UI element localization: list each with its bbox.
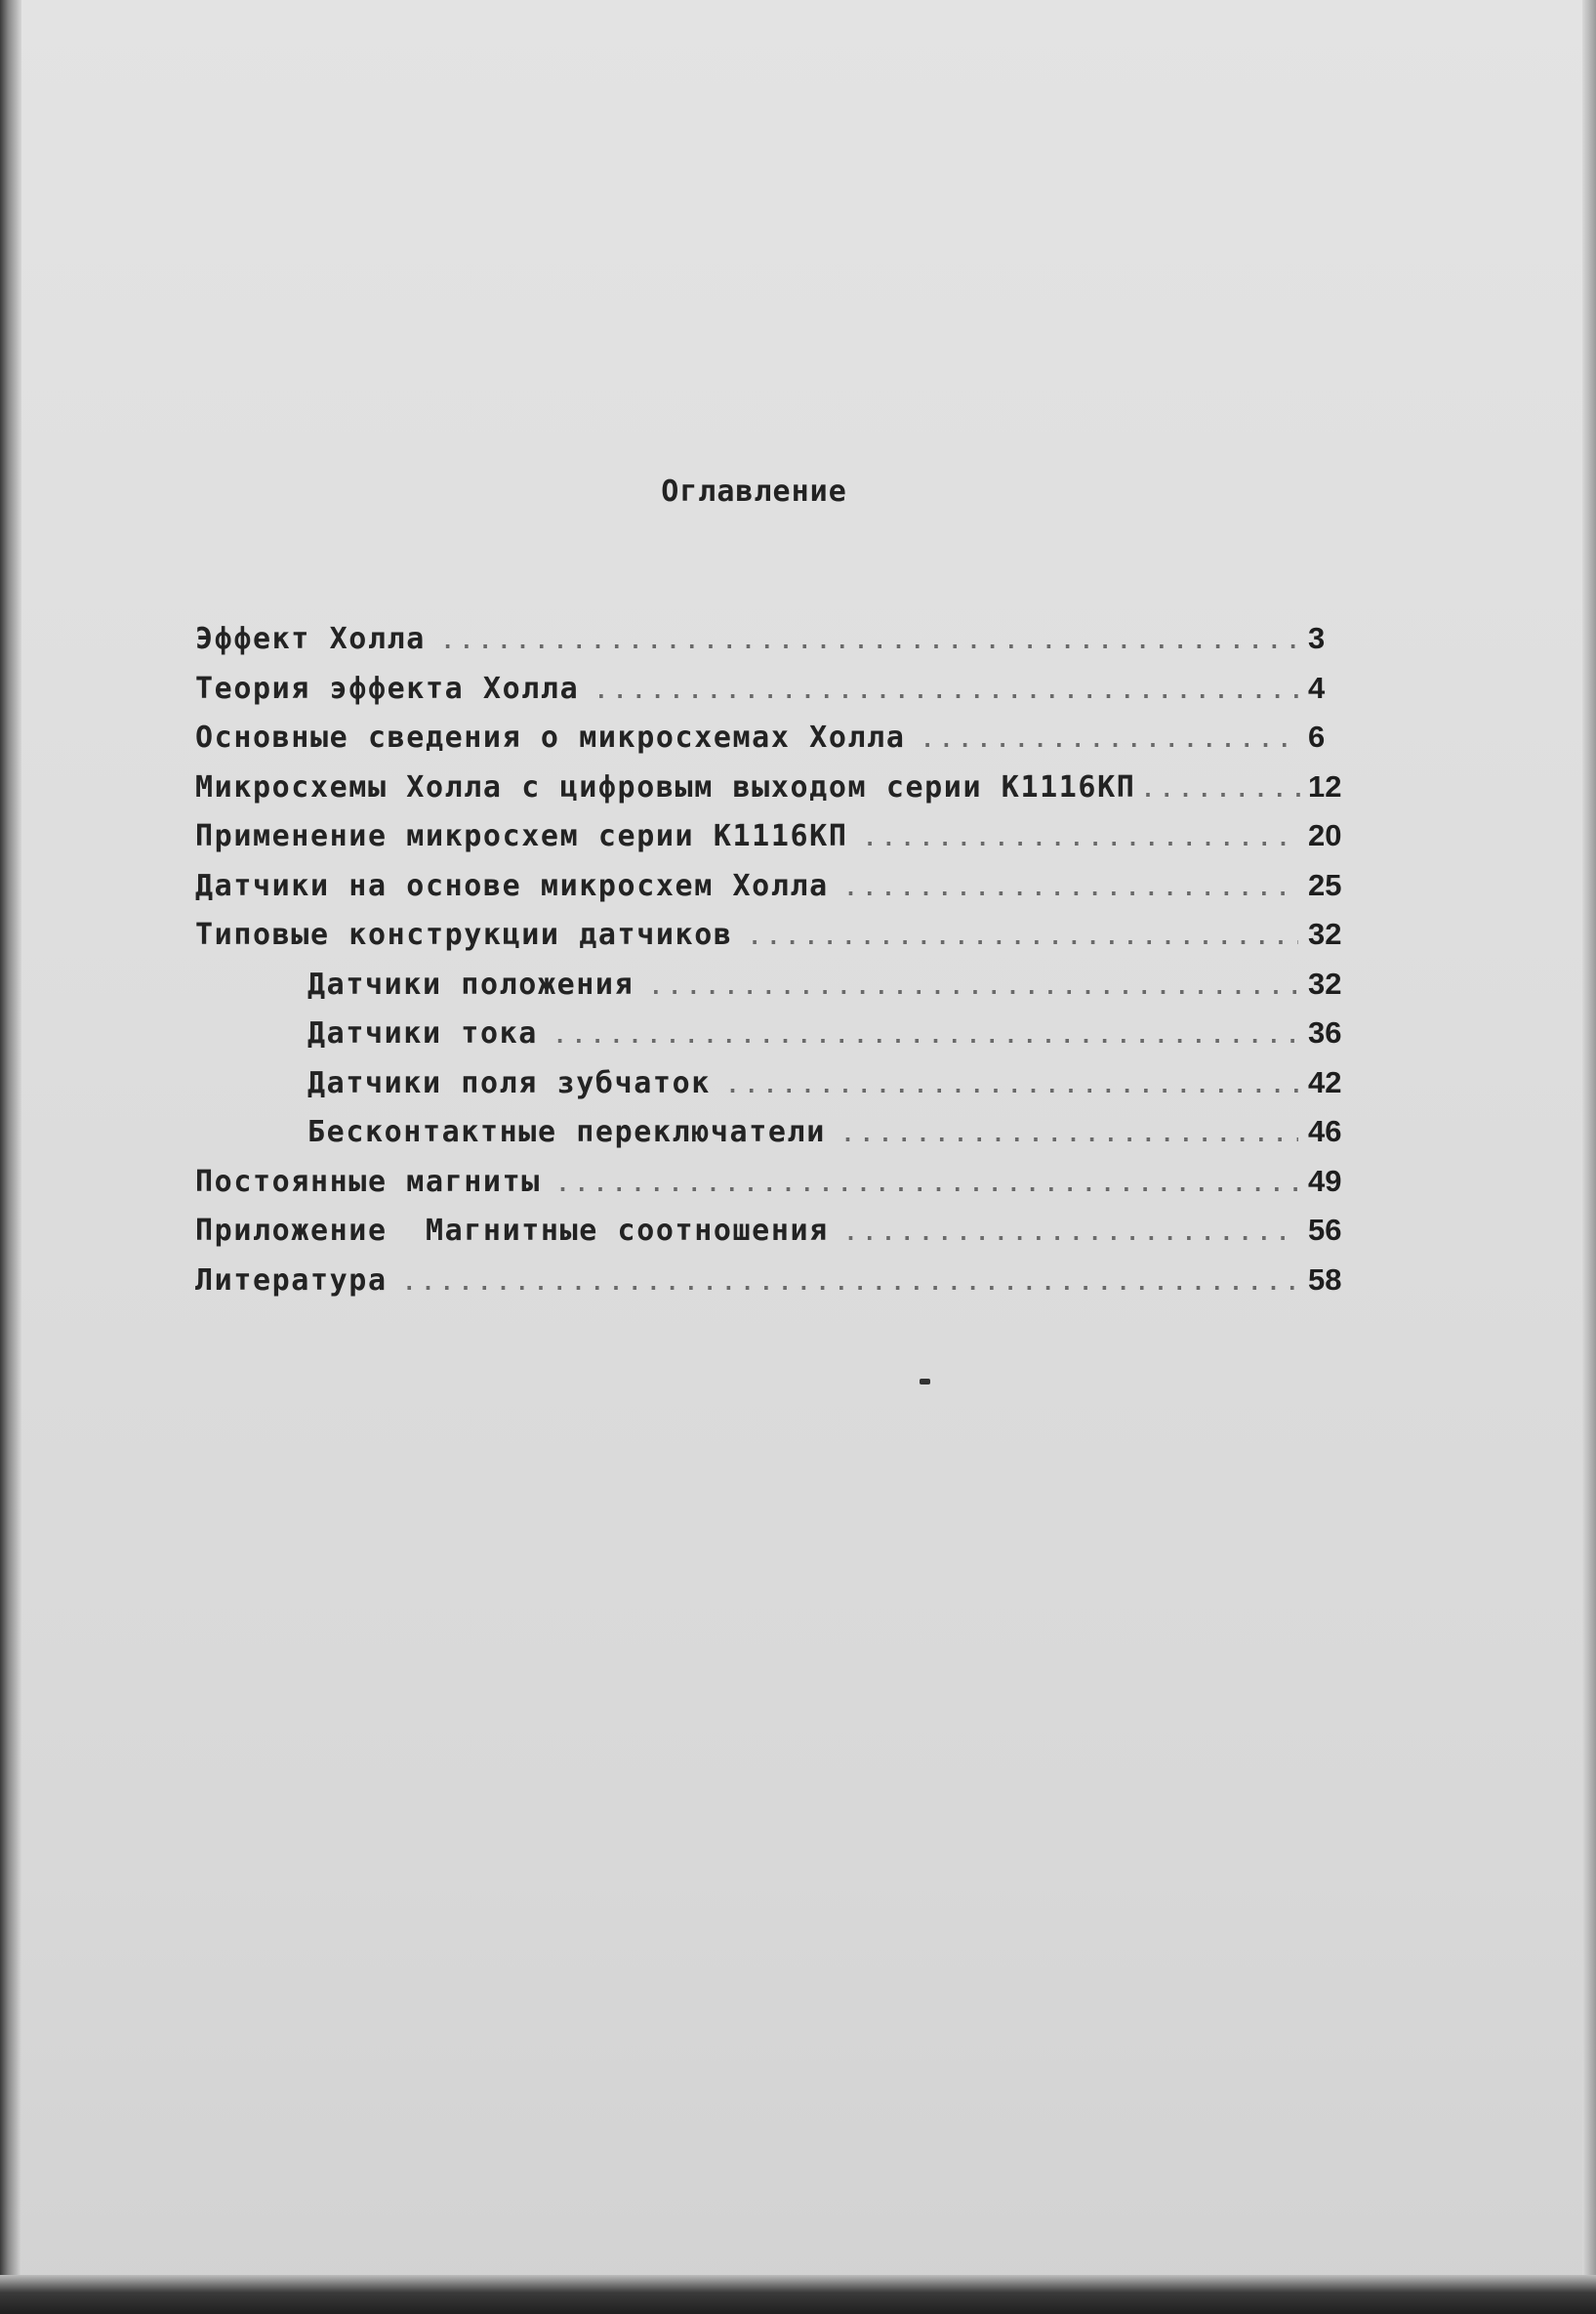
toc-leader-dots <box>864 827 1299 851</box>
toc-entry-label: Типовые конструкции датчиков <box>195 918 733 952</box>
toc-entry <box>195 621 1376 671</box>
toc-entry-page: 36 <box>1308 1015 1342 1050</box>
toc-entry-label: Литература <box>195 1262 388 1298</box>
toc-entry-page: 56 <box>1308 1213 1342 1247</box>
toc-leader-dots <box>844 877 1298 901</box>
toc-entry <box>195 1164 1376 1214</box>
toc-entry-page: 25 <box>1308 867 1342 902</box>
toc-subentry <box>195 1114 1376 1164</box>
scan-bottom-edge <box>0 2275 1596 2314</box>
toc-entry-label: Бесконтактные переключатели <box>307 1115 826 1149</box>
toc-entry-label: Приложение Магнитные соотношения <box>195 1214 829 1248</box>
toc-entry <box>195 818 1376 868</box>
toc-subentry <box>195 1065 1376 1115</box>
toc-leader-dots <box>403 1271 1298 1296</box>
toc-entry-label: Микросхемы Холла с цифровым выходом серии К1116КП <box>195 769 1136 805</box>
toc-entry-label: Датчики тока <box>307 1016 538 1051</box>
toc-leader-dots <box>649 975 1298 1000</box>
toc-entry-page: 49 <box>1308 1163 1342 1198</box>
toc-entry <box>195 671 1376 721</box>
toc-entry <box>195 1213 1376 1262</box>
toc-entry-label: Постоянные магниты <box>195 1164 541 1199</box>
toc-entry-page: 3 <box>1308 621 1326 655</box>
toc-leader-dots <box>553 1024 1298 1049</box>
toc-leader-dots <box>441 630 1298 654</box>
scan-right-edge <box>1582 0 1596 2314</box>
toc-leader-dots <box>726 1074 1298 1098</box>
toc-entry-page: 42 <box>1308 1064 1342 1099</box>
toc-entry-page: 46 <box>1308 1114 1342 1148</box>
toc-entry-page: 32 <box>1308 917 1342 951</box>
ink-speck <box>920 1379 930 1384</box>
toc-entry <box>195 917 1376 967</box>
toc-entry-label: Теория эффекта Холла <box>195 671 580 706</box>
toc-entry <box>195 720 1376 769</box>
toc-leader-dots <box>749 926 1298 950</box>
toc-entry-page: 20 <box>1308 818 1342 852</box>
toc-entry-label: Применение микросхем серии К1116КП <box>195 819 848 853</box>
toc-entry-label: Датчики положения <box>307 967 634 1002</box>
toc-leader-dots <box>921 728 1298 753</box>
toc-leader-dots <box>1141 778 1302 803</box>
scan-left-edge <box>0 0 21 2314</box>
toc-entry-page: 6 <box>1308 720 1326 754</box>
toc-leader-dots <box>594 680 1298 704</box>
table-of-contents <box>195 621 1376 1311</box>
toc-entry-page: 4 <box>1308 670 1326 705</box>
toc-leader-dots <box>841 1123 1298 1147</box>
toc-leader-dots <box>844 1221 1298 1246</box>
toc-entry-label: Основные сведения о микросхемах Холла <box>195 721 906 755</box>
toc-entry-page: 58 <box>1308 1261 1342 1297</box>
toc-entry-label: Эффект Холла <box>195 622 426 656</box>
toc-subentry <box>195 1015 1376 1065</box>
toc-entry <box>195 868 1376 918</box>
toc-entry <box>195 1262 1376 1312</box>
page-title: Оглавление <box>661 475 847 509</box>
toc-entry-label: Датчики поля зубчаток <box>307 1065 711 1100</box>
toc-leader-dots <box>556 1173 1298 1197</box>
toc-entry-label: Датчики на основе микросхем Холла <box>195 868 829 903</box>
toc-entry-page: 32 <box>1308 966 1342 1001</box>
toc-subentry <box>195 967 1376 1016</box>
toc-entry <box>195 769 1376 819</box>
toc-entry-page: 12 <box>1308 768 1342 804</box>
